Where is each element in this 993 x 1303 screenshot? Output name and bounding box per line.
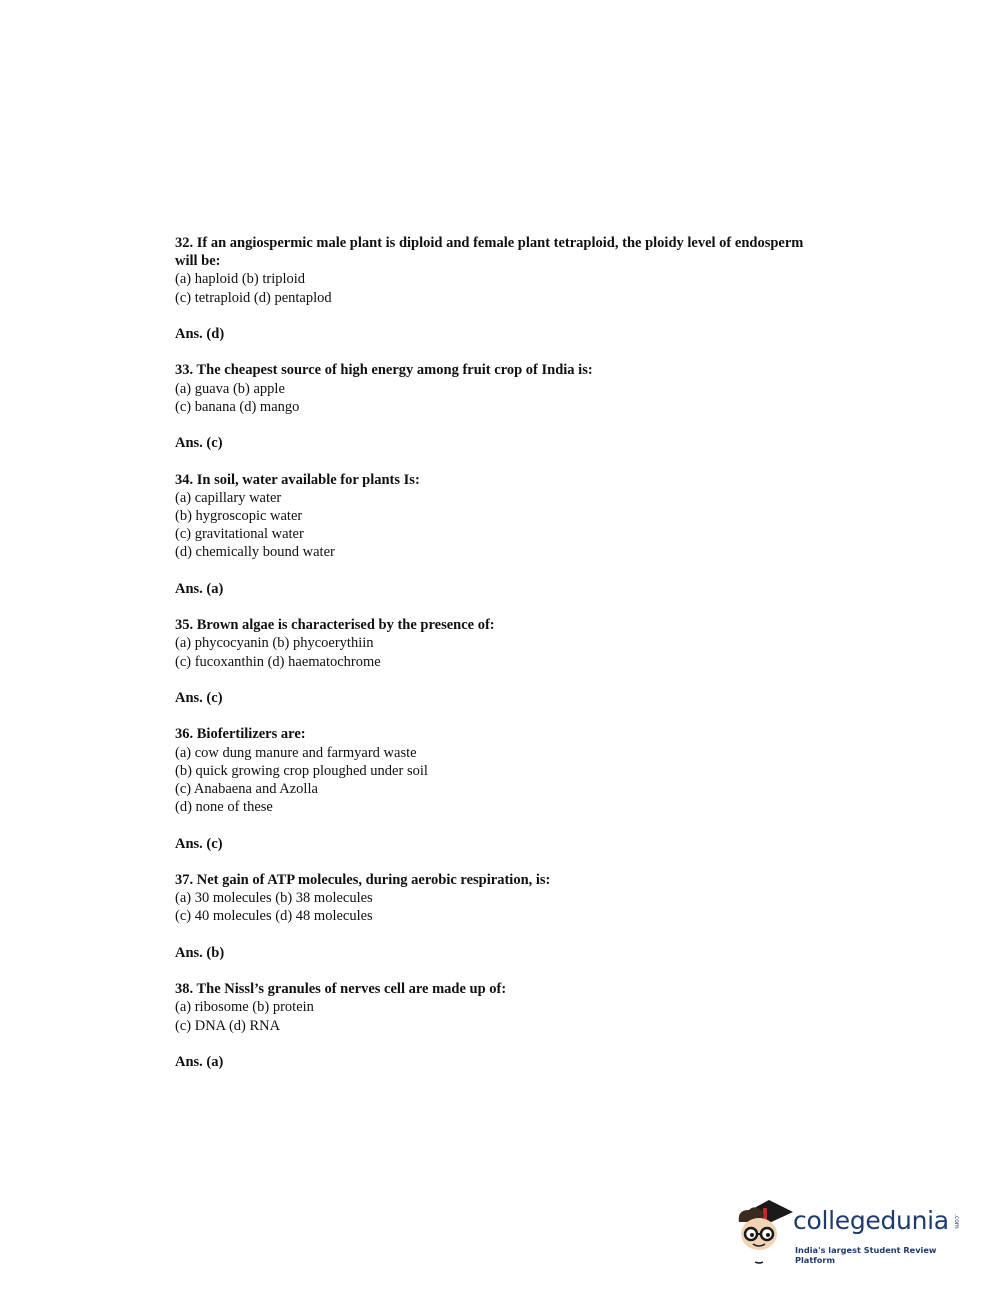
question-block [175, 234, 815, 343]
option-line: (c) 40 molecules (d) 48 molecules [175, 908, 373, 925]
question-block [175, 980, 815, 1071]
option-line: (a) capillary water [175, 489, 282, 506]
question-text: 32. If an angiospermic male plant is diploid and female plant tetraploid, the ploidy level of endosperm will be: [175, 235, 804, 270]
option-line: (a) phycocyanin (b) phycoerythiin [175, 635, 374, 652]
question-text: 37. Net gain of ATP molecules, during aerobic respiration, is: [175, 871, 551, 888]
question-block [175, 361, 815, 452]
option-line: (a) haploid (b) triploid [175, 271, 306, 288]
answer-text: Ans. (b) [175, 944, 225, 961]
option-line: (c) Anabaena and Azolla [175, 780, 318, 797]
question-text: 33. The cheapest source of high energy among fruit crop of India is: [175, 362, 593, 379]
mascot-icon [735, 1196, 795, 1268]
option-line: (c) banana (d) mango [175, 398, 300, 415]
option-line: (c) tetraploid (d) pentaplod [175, 289, 332, 306]
option-line: (c) DNA (d) RNA [175, 1017, 281, 1034]
logo-wordmark: collegedunia [793, 1206, 949, 1235]
question-text: 35. Brown algae is characterised by the presence of: [175, 617, 495, 634]
option-line: (d) chemically bound water [175, 544, 335, 561]
collegedunia-logo [735, 1196, 963, 1268]
question-text: 34. In soil, water available for plants Is: [175, 471, 420, 488]
answer-text: Ans. (a) [175, 1053, 224, 1070]
answer-text: Ans. (c) [175, 435, 223, 452]
question-block [175, 725, 815, 852]
logo-tagline: India's largest Student Review Platform [795, 1245, 937, 1265]
option-line: (c) gravitational water [175, 526, 304, 543]
option-line: (b) quick growing crop ploughed under soil [175, 762, 428, 779]
answer-text: Ans. (a) [175, 580, 224, 597]
answer-text: Ans. (c) [175, 689, 223, 706]
question-text: 36. Biofertilizers are: [175, 726, 306, 743]
question-block [175, 616, 815, 707]
option-line: (c) fucoxanthin (d) haematochrome [175, 653, 381, 670]
question-block [175, 871, 815, 962]
answer-text: Ans. (d) [175, 326, 225, 342]
question-text: 38. The Nissl’s granules of nerves cell are made up of: [175, 981, 507, 998]
logo-suffix: .com [953, 1214, 960, 1229]
question-list [175, 234, 815, 1089]
question-block [175, 471, 815, 598]
option-line: (a) cow dung manure and farmyard waste [175, 744, 417, 761]
option-line: (d) none of these [175, 799, 273, 816]
option-line: (a) ribosome (b) protein [175, 999, 314, 1016]
answer-text: Ans. (c) [175, 835, 223, 852]
option-line: (a) guava (b) apple [175, 380, 285, 397]
option-line: (a) 30 molecules (b) 38 molecules [175, 890, 373, 907]
option-line: (b) hygroscopic water [175, 507, 303, 524]
